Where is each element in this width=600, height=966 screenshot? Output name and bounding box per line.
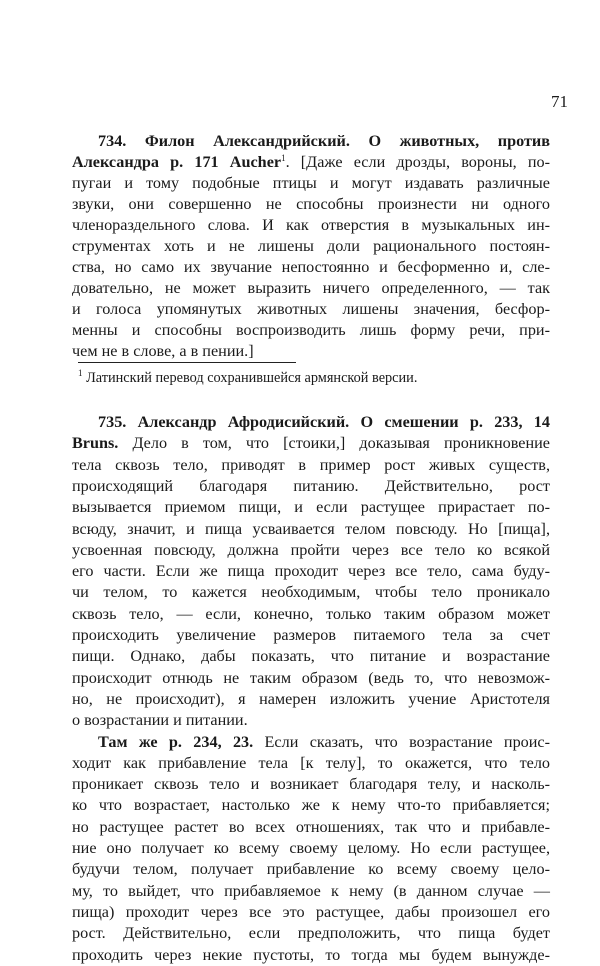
page-number: 71 bbox=[551, 92, 568, 111]
entry-734-heading-line1 bbox=[72, 130, 550, 152]
text-line: происходить увеличение размеров питаемого тела за счет bbox=[72, 626, 550, 644]
text-line: проникает сквозь тело и возникает благодаря телу, и насколь- bbox=[72, 775, 550, 794]
footnote-ref[interactable]: 1 bbox=[281, 153, 286, 163]
footnote-separator bbox=[78, 362, 296, 363]
text-line: пищи. Однако, дабы показать, что питание и возрастание bbox=[72, 647, 550, 666]
footnote-marker: 1 bbox=[78, 368, 83, 378]
entry-735-title: 735. Александр Афродисийский. О смешении р. 233, 14 bbox=[98, 413, 550, 431]
text-line: его части. Если же пища проходит через все тело, сама буду- bbox=[72, 562, 550, 581]
text-line: о возрастании и питании. bbox=[72, 711, 248, 730]
text-line: чем не в слове, а в пении.] bbox=[72, 342, 254, 360]
sub-entry-heading-line bbox=[72, 731, 550, 753]
text-line: му, то выйдет, что прибавляемое к нему (в данном случае — bbox=[72, 881, 550, 900]
text-line: вызывается приемом пищи, и если растущее прирастает по- bbox=[72, 498, 550, 517]
text-line: происходящий благодаря питанию. Действительно, рост bbox=[72, 476, 550, 495]
text-line: и голоса упомянутых животных лишены значения, бесфор- bbox=[72, 300, 550, 318]
entry-734-heading-line2 bbox=[72, 151, 550, 173]
text-line: довательно, не может выразить ничего определенного, — так bbox=[72, 279, 550, 297]
text-line: струментах хоть и не лишены доли рационального постоян- bbox=[72, 237, 550, 255]
text-line: происходит отнюдь не таким образом (ведь то, что невозмож- bbox=[72, 668, 550, 687]
entry-734-source: Александра р. 171 Aucher bbox=[72, 153, 282, 171]
text-line: усвоенная повсюду, должна пройти через все тело ко всякой bbox=[72, 540, 550, 559]
text-line: ства, но само их звучание непостоянно и бесформенно и, сле- bbox=[72, 258, 550, 276]
text-line: ходит как прибавление тела [к телу], то окажется, что тело bbox=[72, 753, 550, 772]
text-line: но растущее растет во всех отношениях, так что и прибавле- bbox=[72, 817, 550, 836]
entry-734-title: 734. Филон Александрийский. О животных, против bbox=[98, 132, 550, 150]
sub-entry-source: Там же р. 234, 23. bbox=[98, 732, 254, 751]
text-span: Дело в том, что [стоики,] доказывая проникновение bbox=[118, 434, 550, 453]
text-line: пища) проходит через все это растущее, дабы произошел его bbox=[72, 902, 550, 921]
text-line: ние оно получает ко всему своему целому. Но если растущее, bbox=[72, 839, 550, 857]
text-line: пугаи и тому подобные птицы и могут издавать различные bbox=[72, 174, 550, 192]
text-line: будучи телом, получает прибавление ко всему своему цело- bbox=[72, 860, 550, 879]
text-line: но, не происходит), я намерен изложить учение Аристотеля bbox=[72, 689, 550, 708]
text-line: чи телом, то кажется необходимым, чтобы тело проникало bbox=[72, 583, 550, 602]
text-line: сквозь тело, — если, конечно, только таким образом может bbox=[72, 604, 550, 623]
footnote bbox=[78, 368, 417, 388]
entry-735-source: Bruns. bbox=[72, 434, 119, 453]
text-span: . [Даже если дрозды, вороны, по- bbox=[285, 153, 550, 171]
text-line: ко что возрастает, настолько же к нему что-то прибавляется; bbox=[72, 796, 550, 815]
text-line: проходить через некие пустоты, то тогда мы будем вынужде- bbox=[72, 945, 550, 964]
text-line: звуки, они совершенно не способны произнести ни одного bbox=[72, 195, 550, 213]
text-line: рост. Действительно, если предположить, что пища будет bbox=[72, 924, 550, 943]
entry-735-heading-line2 bbox=[72, 432, 550, 454]
entry-735-heading-line1 bbox=[72, 411, 550, 433]
footnote-text: Латинский перевод сохранившейся армянской версии. bbox=[86, 370, 418, 386]
text-line: тела сквозь тело, приводят в пример рост живых существ, bbox=[72, 455, 550, 474]
text-line: членораздельного слова. И как отверстия в музыкальных ин- bbox=[72, 216, 550, 234]
text-span: Если сказать, что возрастание проис- bbox=[253, 732, 550, 751]
text-line: менны и способны воспроизводить лишь форму речи, при- bbox=[72, 321, 550, 339]
text-line: всюду, значит, и пища усваивается телом повсюду. Но [пища], bbox=[72, 519, 550, 538]
